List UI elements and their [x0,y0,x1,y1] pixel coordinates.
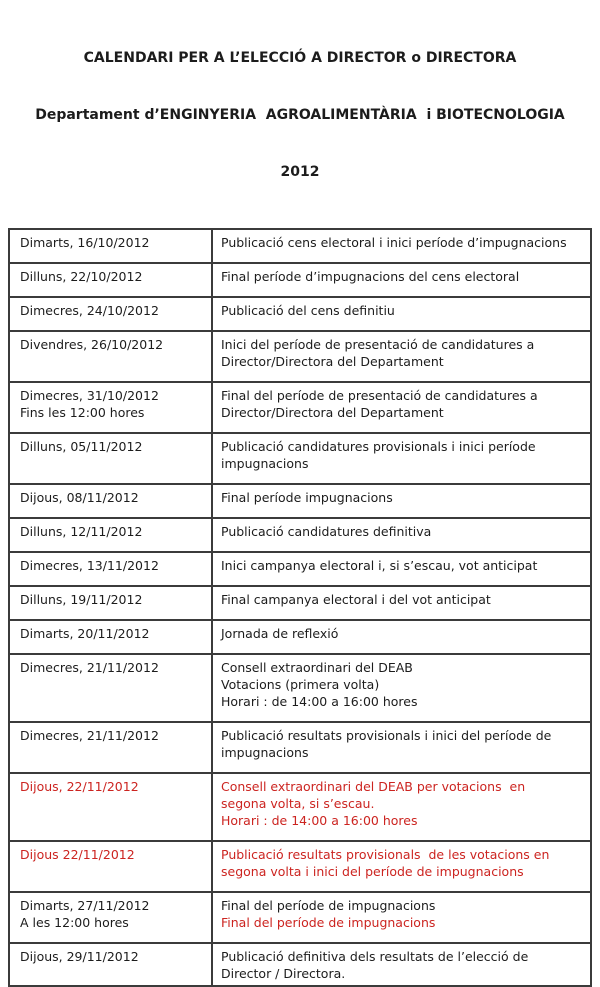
table-row [9,382,591,433]
description-cell [212,841,591,892]
date-cell [9,722,212,773]
description-cell [212,620,591,654]
description-cell [212,229,591,263]
description-text: Inici del període de presentació de candidatures a [221,337,535,352]
date-cell [9,263,212,297]
table-row [9,552,591,586]
table-row [9,943,591,986]
description-text: Publicació resultats provisionals i inici del període de [221,728,552,743]
description-text: Final campanya electoral i del vot anticipat [221,592,491,607]
date-text: Dimarts, 16/10/2012 [20,235,150,250]
date-cell [9,943,212,986]
description-text: Director / Directora. [221,966,346,981]
date-text: Dijous 22/11/2012 [20,847,135,862]
date-cell [9,773,212,841]
date-cell [9,892,212,943]
description-text: Final període impugnacions [221,490,393,505]
date-text: Dilluns, 22/10/2012 [20,269,143,284]
description-text: Final del període de impugnacions [221,915,436,930]
description-cell [212,297,591,331]
description-cell [212,892,591,943]
description-cell [212,382,591,433]
date-text: A les 12:00 hores [20,915,129,930]
description-cell [212,331,591,382]
description-cell [212,484,591,518]
date-text: Dimecres, 24/10/2012 [20,303,159,318]
description-text: Jornada de reflexió [221,626,339,641]
date-text: Dijous, 22/11/2012 [20,779,139,794]
table-row [9,722,591,773]
table-row [9,841,591,892]
date-cell [9,841,212,892]
description-text: Publicació del cens definitiu [221,303,395,318]
date-text: Dimecres, 31/10/2012 [20,388,159,403]
date-text: Dilluns, 05/11/2012 [20,439,143,454]
description-text: Final del període de impugnacions [221,898,436,913]
date-text: Dimarts, 20/11/2012 [20,626,150,641]
table-row [9,433,591,484]
description-text: Publicació definitiva dels resultats de l’elecció de [221,949,529,964]
date-text: Dimecres, 21/11/2012 [20,728,159,743]
date-text: Dijous, 08/11/2012 [20,490,139,505]
description-cell [212,722,591,773]
description-cell [212,263,591,297]
title-line-3: 2012 [280,164,320,180]
date-text: Dimecres, 13/11/2012 [20,558,159,573]
date-cell [9,586,212,620]
date-text: Dijous, 29/11/2012 [20,949,139,964]
table-row [9,297,591,331]
description-text: impugnacions [221,745,309,760]
date-cell [9,229,212,263]
table-row [9,484,591,518]
description-text: Publicació candidatures definitiva [221,524,432,539]
description-text: Votacions (primera volta) [221,677,380,692]
description-cell [212,518,591,552]
table-row [9,229,591,263]
description-text: Consell extraordinari del DEAB [221,660,413,675]
table-row [9,654,591,722]
description-text: Publicació resultats provisionals de les votacions en [221,847,550,862]
date-text: Divendres, 26/10/2012 [20,337,164,352]
date-text: Dilluns, 12/11/2012 [20,524,143,539]
date-cell [9,552,212,586]
table-row [9,331,591,382]
description-cell [212,654,591,722]
description-text: Consell extraordinari del DEAB per votacions en [221,779,526,794]
date-text: Dimecres, 21/11/2012 [20,660,159,675]
date-cell [9,518,212,552]
description-cell [212,433,591,484]
date-cell [9,297,212,331]
date-cell [9,382,212,433]
table-row [9,586,591,620]
description-text: Horari : de 14:00 a 16:00 hores [221,813,418,828]
description-text: Final període d’impugnacions del cens electoral [221,269,520,284]
date-cell [9,654,212,722]
title-line-1: CALENDARI PER A L’ELECCIÓ A DIRECTOR o DIRECTORA [83,50,517,66]
description-cell [212,773,591,841]
description-cell [212,586,591,620]
date-text: Dimarts, 27/11/2012 [20,898,150,913]
description-cell [212,943,591,986]
date-cell [9,331,212,382]
description-text: impugnacions [221,456,309,471]
description-text: Inici campanya electoral i, si s’escau, vot anticipat [221,558,538,573]
date-cell [9,484,212,518]
description-text: Final del període de presentació de candidatures a [221,388,538,403]
date-text: Fins les 12:00 hores [20,405,145,420]
description-text: Horari : de 14:00 a 16:00 hores [221,694,418,709]
table-row [9,263,591,297]
table-row [9,773,591,841]
date-text: Dilluns, 19/11/2012 [20,592,143,607]
description-cell [212,552,591,586]
description-text: Director/Directora del Departament [221,354,444,369]
description-text: Director/Directora del Departament [221,405,444,420]
table-row [9,892,591,943]
date-cell [9,433,212,484]
election-calendar-table [8,228,592,987]
table-row [9,518,591,552]
description-text: Publicació cens electoral i inici període d’impugnacions [221,235,567,250]
description-text: Publicació candidatures provisionals i inici període [221,439,536,454]
title-line-2: Departament d’ENGINYERIA AGROALIMENTÀRIA i BIOTECNOLOGIA [35,107,565,123]
date-cell [9,620,212,654]
description-text: segona volta, si s’escau. [221,796,375,811]
page-title [0,0,600,228]
table-row [9,620,591,654]
description-text: segona volta i inici del període de impugnacions [221,864,524,879]
